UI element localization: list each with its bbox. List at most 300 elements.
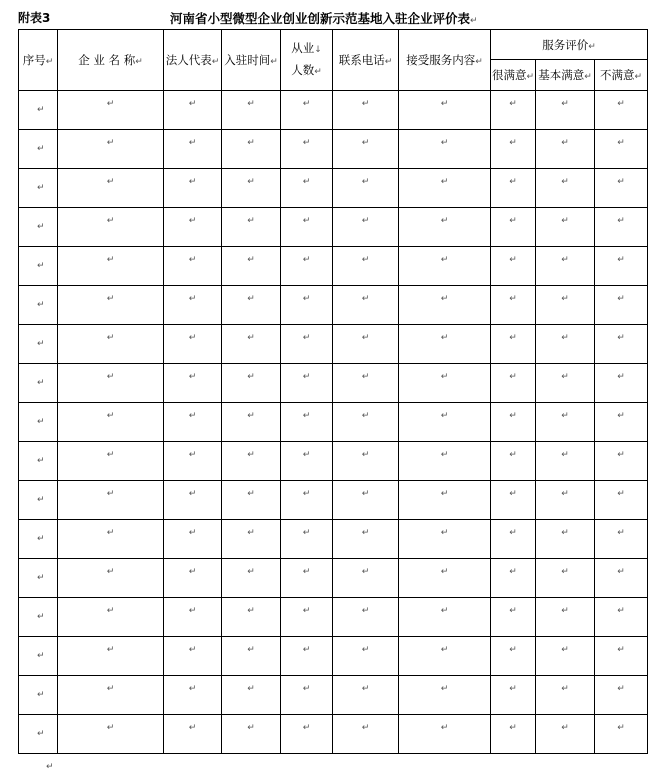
- paragraph-mark: ↵: [106, 99, 115, 109]
- paragraph-mark: ↵: [302, 255, 311, 265]
- table-cell[interactable]: [399, 559, 491, 598]
- table-cell[interactable]: [222, 598, 281, 637]
- paragraph-mark: ↵: [361, 450, 370, 460]
- paragraph-mark: ↵: [302, 294, 311, 304]
- paragraph-mark: ↵: [617, 411, 625, 421]
- table-cell[interactable]: [399, 481, 491, 520]
- table-cell[interactable]: [333, 481, 399, 520]
- table-cell[interactable]: [536, 559, 595, 598]
- paragraph-mark: ↵: [361, 216, 370, 226]
- table-cell[interactable]: [58, 520, 164, 559]
- header-staff-count: 从业↓ 人数↵: [281, 30, 333, 91]
- table-cell[interactable]: [491, 130, 536, 169]
- paragraph-mark: ↵: [440, 372, 449, 382]
- annex-label: 附表3: [18, 11, 51, 25]
- table-cell[interactable]: [58, 481, 164, 520]
- paragraph-mark: ↵: [509, 177, 517, 187]
- table-cell[interactable]: [58, 247, 164, 286]
- header-seq: 序号↵: [19, 30, 58, 91]
- table-cell[interactable]: [333, 715, 399, 754]
- paragraph-mark: ↵: [361, 489, 370, 499]
- paragraph-mark: ↵: [37, 612, 45, 622]
- table-cell[interactable]: [58, 208, 164, 247]
- paragraph-mark: ↵: [440, 411, 449, 421]
- table-cell[interactable]: [333, 91, 399, 130]
- table-row: [19, 520, 648, 559]
- table-cell[interactable]: [333, 325, 399, 364]
- paragraph-mark: ↵: [37, 456, 45, 466]
- table-cell[interactable]: [491, 247, 536, 286]
- paragraph-mark: ↵: [561, 723, 569, 733]
- paragraph-mark: ↵: [440, 528, 449, 538]
- paragraph-mark: ↵: [361, 567, 370, 577]
- seq-cell[interactable]: [19, 481, 58, 520]
- table-cell[interactable]: [536, 442, 595, 481]
- paragraph-mark: ↵: [617, 723, 625, 733]
- table-cell[interactable]: [222, 637, 281, 676]
- paragraph-mark: ↵: [302, 567, 311, 577]
- paragraph-mark: ↵: [361, 606, 370, 616]
- table-row: [19, 559, 648, 598]
- table-cell[interactable]: [222, 520, 281, 559]
- table-cell[interactable]: [164, 715, 222, 754]
- table-row: [19, 208, 648, 247]
- paragraph-mark: ↵: [361, 723, 370, 733]
- table-cell[interactable]: [399, 169, 491, 208]
- paragraph-mark: ↵: [617, 489, 625, 499]
- paragraph-mark: ↵: [188, 216, 197, 226]
- table-cell[interactable]: [222, 715, 281, 754]
- paragraph-mark: ↵: [361, 333, 370, 343]
- table-cell[interactable]: [491, 286, 536, 325]
- table-cell[interactable]: [333, 676, 399, 715]
- header-not-satisfied: 不满意↵: [595, 60, 648, 91]
- table-cell[interactable]: [222, 442, 281, 481]
- paragraph-mark: ↵: [561, 450, 569, 460]
- table-cell[interactable]: [595, 676, 648, 715]
- table-cell[interactable]: [281, 208, 333, 247]
- table-cell[interactable]: [399, 325, 491, 364]
- table-cell[interactable]: [281, 364, 333, 403]
- table-row: [19, 715, 648, 754]
- table-cell[interactable]: [536, 325, 595, 364]
- paragraph-mark: ↵: [188, 138, 197, 148]
- paragraph-mark: ↵: [440, 684, 449, 694]
- paragraph-mark: ↵: [361, 138, 370, 148]
- paragraph-mark: ↵: [509, 255, 517, 265]
- paragraph-mark: ↵: [37, 417, 45, 427]
- table-cell[interactable]: [491, 208, 536, 247]
- paragraph-mark: ↵: [561, 294, 569, 304]
- table-cell[interactable]: [333, 403, 399, 442]
- table-row: [19, 130, 648, 169]
- table-cell[interactable]: [58, 130, 164, 169]
- seq-cell[interactable]: [19, 598, 58, 637]
- paragraph-mark: ↵: [247, 723, 255, 733]
- paragraph-mark: ↵: [106, 450, 115, 460]
- paragraph-mark: ↵: [440, 177, 449, 187]
- paragraph-mark: ↵: [509, 372, 517, 382]
- table-cell[interactable]: [58, 169, 164, 208]
- table-cell[interactable]: [491, 598, 536, 637]
- table-row: [19, 442, 648, 481]
- table-cell[interactable]: [595, 598, 648, 637]
- paragraph-mark: ↵: [361, 645, 370, 655]
- table-cell[interactable]: [536, 598, 595, 637]
- seq-cell[interactable]: [19, 364, 58, 403]
- paragraph-mark: ↵: [561, 411, 569, 421]
- table-cell[interactable]: [333, 520, 399, 559]
- paragraph-mark: ↵: [509, 606, 517, 616]
- paragraph-mark: ↵: [302, 606, 311, 616]
- paragraph-mark: ↵: [561, 684, 569, 694]
- paragraph-mark: ↵: [247, 216, 255, 226]
- table-cell[interactable]: [491, 325, 536, 364]
- paragraph-mark: ↵: [37, 261, 45, 271]
- table-cell[interactable]: [333, 169, 399, 208]
- table-cell[interactable]: [399, 442, 491, 481]
- paragraph-mark: ↵: [302, 177, 311, 187]
- table-cell[interactable]: [399, 637, 491, 676]
- table-cell[interactable]: [281, 481, 333, 520]
- paragraph-mark: ↵: [106, 177, 115, 187]
- table-cell[interactable]: [281, 130, 333, 169]
- table-cell[interactable]: [58, 325, 164, 364]
- paragraph-mark: ↵: [302, 723, 311, 733]
- table-cell[interactable]: [333, 286, 399, 325]
- table-cell[interactable]: [595, 247, 648, 286]
- header-basically-satisfied: 基本满意↵: [536, 60, 595, 91]
- table-cell[interactable]: [333, 208, 399, 247]
- table-cell[interactable]: [281, 247, 333, 286]
- seq-cell[interactable]: [19, 325, 58, 364]
- table-cell[interactable]: [281, 520, 333, 559]
- table-cell[interactable]: [333, 559, 399, 598]
- paragraph-mark: ↵: [561, 138, 569, 148]
- table-cell[interactable]: [222, 325, 281, 364]
- table-cell[interactable]: [491, 403, 536, 442]
- table-cell[interactable]: [536, 91, 595, 130]
- table-cell[interactable]: [222, 91, 281, 130]
- table-cell[interactable]: [164, 286, 222, 325]
- table-cell[interactable]: [536, 208, 595, 247]
- paragraph-mark: ↵: [37, 573, 45, 583]
- table-cell[interactable]: [281, 637, 333, 676]
- table-cell[interactable]: [281, 598, 333, 637]
- table-cell[interactable]: [595, 91, 648, 130]
- table-cell[interactable]: [333, 598, 399, 637]
- table-cell[interactable]: [536, 637, 595, 676]
- header-service-content: 接受服务内容↵: [399, 30, 491, 91]
- table-cell[interactable]: [399, 676, 491, 715]
- table-cell[interactable]: [164, 637, 222, 676]
- paragraph-mark: ↵: [106, 606, 115, 616]
- paragraph-mark: ↵: [509, 411, 517, 421]
- table-cell[interactable]: [595, 364, 648, 403]
- seq-cell[interactable]: [19, 286, 58, 325]
- table-body: [19, 91, 648, 754]
- table-cell[interactable]: [58, 715, 164, 754]
- table-cell[interactable]: [333, 130, 399, 169]
- paragraph-mark: ↵: [617, 294, 625, 304]
- paragraph-mark: ↵: [509, 450, 517, 460]
- table-cell[interactable]: [164, 91, 222, 130]
- table-row: [19, 403, 648, 442]
- paragraph-mark: ↵: [302, 99, 311, 109]
- paragraph-mark: ↵: [440, 723, 449, 733]
- seq-cell[interactable]: [19, 520, 58, 559]
- table-cell[interactable]: [222, 169, 281, 208]
- table-cell[interactable]: [164, 520, 222, 559]
- paragraph-mark: ↵: [37, 690, 45, 700]
- paragraph-mark: ↵: [188, 294, 197, 304]
- table-cell[interactable]: [281, 676, 333, 715]
- table-cell[interactable]: [222, 286, 281, 325]
- table-cell[interactable]: [491, 559, 536, 598]
- paragraph-mark: ↵: [37, 222, 45, 232]
- seq-cell[interactable]: [19, 403, 58, 442]
- table-cell[interactable]: [595, 286, 648, 325]
- paragraph-mark: ↵: [302, 138, 311, 148]
- table-cell[interactable]: [58, 442, 164, 481]
- table-cell[interactable]: [58, 559, 164, 598]
- table-cell[interactable]: [58, 676, 164, 715]
- table-cell[interactable]: [399, 598, 491, 637]
- table-cell[interactable]: [222, 559, 281, 598]
- paragraph-mark: ↵: [106, 723, 115, 733]
- table-cell[interactable]: [222, 364, 281, 403]
- paragraph-mark: ↵: [188, 372, 197, 382]
- paragraph-mark: ↵: [440, 294, 449, 304]
- table-cell[interactable]: [399, 364, 491, 403]
- table-cell[interactable]: [491, 442, 536, 481]
- table-cell[interactable]: [164, 676, 222, 715]
- seq-cell[interactable]: [19, 247, 58, 286]
- table-cell[interactable]: [536, 403, 595, 442]
- paragraph-mark: ↵: [247, 333, 255, 343]
- table-cell[interactable]: [536, 481, 595, 520]
- paragraph-mark: ↵: [247, 684, 255, 694]
- table-cell[interactable]: [491, 364, 536, 403]
- paragraph-mark: ↵: [509, 567, 517, 577]
- paragraph-mark: ↵: [188, 528, 197, 538]
- seq-cell[interactable]: [19, 559, 58, 598]
- table-cell[interactable]: [399, 208, 491, 247]
- paragraph-mark: ↵: [247, 294, 255, 304]
- table-cell[interactable]: [222, 676, 281, 715]
- table-cell[interactable]: [536, 676, 595, 715]
- paragraph-mark: ↵: [440, 216, 449, 226]
- paragraph-mark: ↵: [302, 489, 311, 499]
- table-cell[interactable]: [536, 169, 595, 208]
- table-cell[interactable]: [222, 403, 281, 442]
- paragraph-mark: ↵: [440, 138, 449, 148]
- paragraph-mark: ↵: [188, 645, 197, 655]
- seq-cell[interactable]: [19, 637, 58, 676]
- table-cell[interactable]: [595, 208, 648, 247]
- paragraph-mark: ↵: [37, 339, 45, 349]
- table-cell[interactable]: [164, 169, 222, 208]
- table-cell[interactable]: [399, 91, 491, 130]
- table-cell[interactable]: [333, 247, 399, 286]
- table-cell[interactable]: [399, 130, 491, 169]
- table-cell[interactable]: [595, 130, 648, 169]
- paragraph-mark: ↵: [561, 489, 569, 499]
- paragraph-mark: ↵: [561, 567, 569, 577]
- paragraph-mark: ↵: [106, 216, 115, 226]
- header-legal-rep: 法人代表↵: [164, 30, 222, 91]
- table-cell[interactable]: [222, 130, 281, 169]
- table-row: [19, 637, 648, 676]
- paragraph-mark: ↵: [302, 372, 311, 382]
- paragraph-mark: ↵: [509, 294, 517, 304]
- table-cell[interactable]: [399, 715, 491, 754]
- table-cell[interactable]: [281, 442, 333, 481]
- table-cell[interactable]: [164, 481, 222, 520]
- paragraph-mark: ↵: [106, 645, 115, 655]
- seq-cell[interactable]: [19, 676, 58, 715]
- paragraph-mark: ↵: [561, 645, 569, 655]
- table-cell[interactable]: [536, 130, 595, 169]
- table-cell[interactable]: [333, 637, 399, 676]
- table-cell[interactable]: [164, 130, 222, 169]
- table-cell[interactable]: [164, 208, 222, 247]
- paragraph-mark: ↵: [302, 684, 311, 694]
- table-cell[interactable]: [595, 559, 648, 598]
- paragraph-mark: ↵: [247, 177, 255, 187]
- paragraph-mark: ↵: [302, 450, 311, 460]
- seq-cell[interactable]: [19, 442, 58, 481]
- paragraph-mark: ↵: [106, 528, 115, 538]
- paragraph-mark: ↵: [37, 651, 45, 661]
- paragraph-mark: ↵: [440, 450, 449, 460]
- table-cell[interactable]: [222, 208, 281, 247]
- table-cell[interactable]: [281, 169, 333, 208]
- table-cell[interactable]: [491, 715, 536, 754]
- table-row: [19, 598, 648, 637]
- table-cell[interactable]: [164, 364, 222, 403]
- table-row: [19, 481, 648, 520]
- paragraph-mark: ↵: [561, 606, 569, 616]
- table-cell[interactable]: [222, 247, 281, 286]
- table-cell[interactable]: [281, 403, 333, 442]
- table-cell[interactable]: [333, 442, 399, 481]
- table-cell[interactable]: [281, 286, 333, 325]
- paragraph-mark: ↵: [509, 684, 517, 694]
- paragraph-mark: ↵: [509, 528, 517, 538]
- paragraph-mark: ↵: [188, 333, 197, 343]
- seq-cell[interactable]: [19, 715, 58, 754]
- paragraph-mark: ↵: [247, 138, 255, 148]
- table-row: [19, 247, 648, 286]
- table-cell[interactable]: [595, 325, 648, 364]
- table-cell[interactable]: [491, 520, 536, 559]
- table-cell[interactable]: [164, 247, 222, 286]
- seq-cell[interactable]: [19, 169, 58, 208]
- table-cell[interactable]: [595, 715, 648, 754]
- header-service-evaluation: 服务评价↵: [491, 30, 648, 60]
- table-cell[interactable]: [536, 247, 595, 286]
- table-cell[interactable]: [491, 676, 536, 715]
- table-cell[interactable]: [281, 325, 333, 364]
- table-cell[interactable]: [333, 364, 399, 403]
- table-cell[interactable]: [281, 715, 333, 754]
- paragraph-mark: ↵: [106, 411, 115, 421]
- table-cell[interactable]: [595, 520, 648, 559]
- paragraph-mark: ↵: [440, 99, 449, 109]
- table-cell[interactable]: [491, 169, 536, 208]
- paragraph-mark: ↵: [247, 489, 255, 499]
- paragraph-mark: ↵: [302, 528, 311, 538]
- table-cell[interactable]: [164, 403, 222, 442]
- table-cell[interactable]: [58, 364, 164, 403]
- table-cell[interactable]: [164, 598, 222, 637]
- table-cell[interactable]: [164, 442, 222, 481]
- table-cell[interactable]: [595, 403, 648, 442]
- seq-cell[interactable]: [19, 91, 58, 130]
- table-cell[interactable]: [595, 442, 648, 481]
- table-cell[interactable]: [536, 286, 595, 325]
- table-cell[interactable]: [164, 559, 222, 598]
- paragraph-mark: ↵: [561, 216, 569, 226]
- table-cell[interactable]: [58, 91, 164, 130]
- table-cell[interactable]: [58, 403, 164, 442]
- paragraph-mark: ↵: [247, 567, 255, 577]
- table-cell[interactable]: [536, 520, 595, 559]
- table-cell[interactable]: [536, 715, 595, 754]
- table-cell[interactable]: [491, 91, 536, 130]
- table-cell[interactable]: [58, 286, 164, 325]
- paragraph-mark: ↵: [188, 255, 197, 265]
- table-cell[interactable]: [164, 325, 222, 364]
- paragraph-mark: ↵: [106, 684, 115, 694]
- table-cell[interactable]: [58, 637, 164, 676]
- paragraph-mark: ↵: [106, 372, 115, 382]
- paragraph-mark: ↵: [106, 255, 115, 265]
- table-cell[interactable]: [595, 481, 648, 520]
- paragraph-mark: ↵: [361, 411, 370, 421]
- seq-cell[interactable]: [19, 130, 58, 169]
- paragraph-mark: ↵: [509, 99, 517, 109]
- table-cell[interactable]: [399, 403, 491, 442]
- evaluation-table: [18, 29, 648, 754]
- paragraph-mark: ↵: [617, 99, 625, 109]
- table-cell[interactable]: [399, 520, 491, 559]
- paragraph-mark: ↵: [509, 723, 517, 733]
- paragraph-mark: ↵: [302, 411, 311, 421]
- paragraph-mark: ↵: [617, 333, 625, 343]
- table-cell[interactable]: [281, 91, 333, 130]
- table-cell[interactable]: [399, 286, 491, 325]
- table-cell[interactable]: [595, 169, 648, 208]
- table-cell[interactable]: [58, 598, 164, 637]
- paragraph-mark: ↵: [37, 105, 45, 115]
- seq-cell[interactable]: [19, 208, 58, 247]
- table-cell[interactable]: [281, 559, 333, 598]
- paragraph-mark: ↵: [37, 144, 45, 154]
- table-row: [19, 364, 648, 403]
- table-cell[interactable]: [491, 637, 536, 676]
- paragraph-mark: ↵: [188, 723, 197, 733]
- header-phone: 联系电话↵: [333, 30, 399, 91]
- paragraph-mark: ↵: [617, 645, 625, 655]
- table-cell[interactable]: [536, 364, 595, 403]
- table-cell[interactable]: [399, 247, 491, 286]
- table-cell[interactable]: [222, 481, 281, 520]
- table-cell[interactable]: [491, 481, 536, 520]
- paragraph-mark: ↵: [561, 372, 569, 382]
- table-cell[interactable]: [595, 637, 648, 676]
